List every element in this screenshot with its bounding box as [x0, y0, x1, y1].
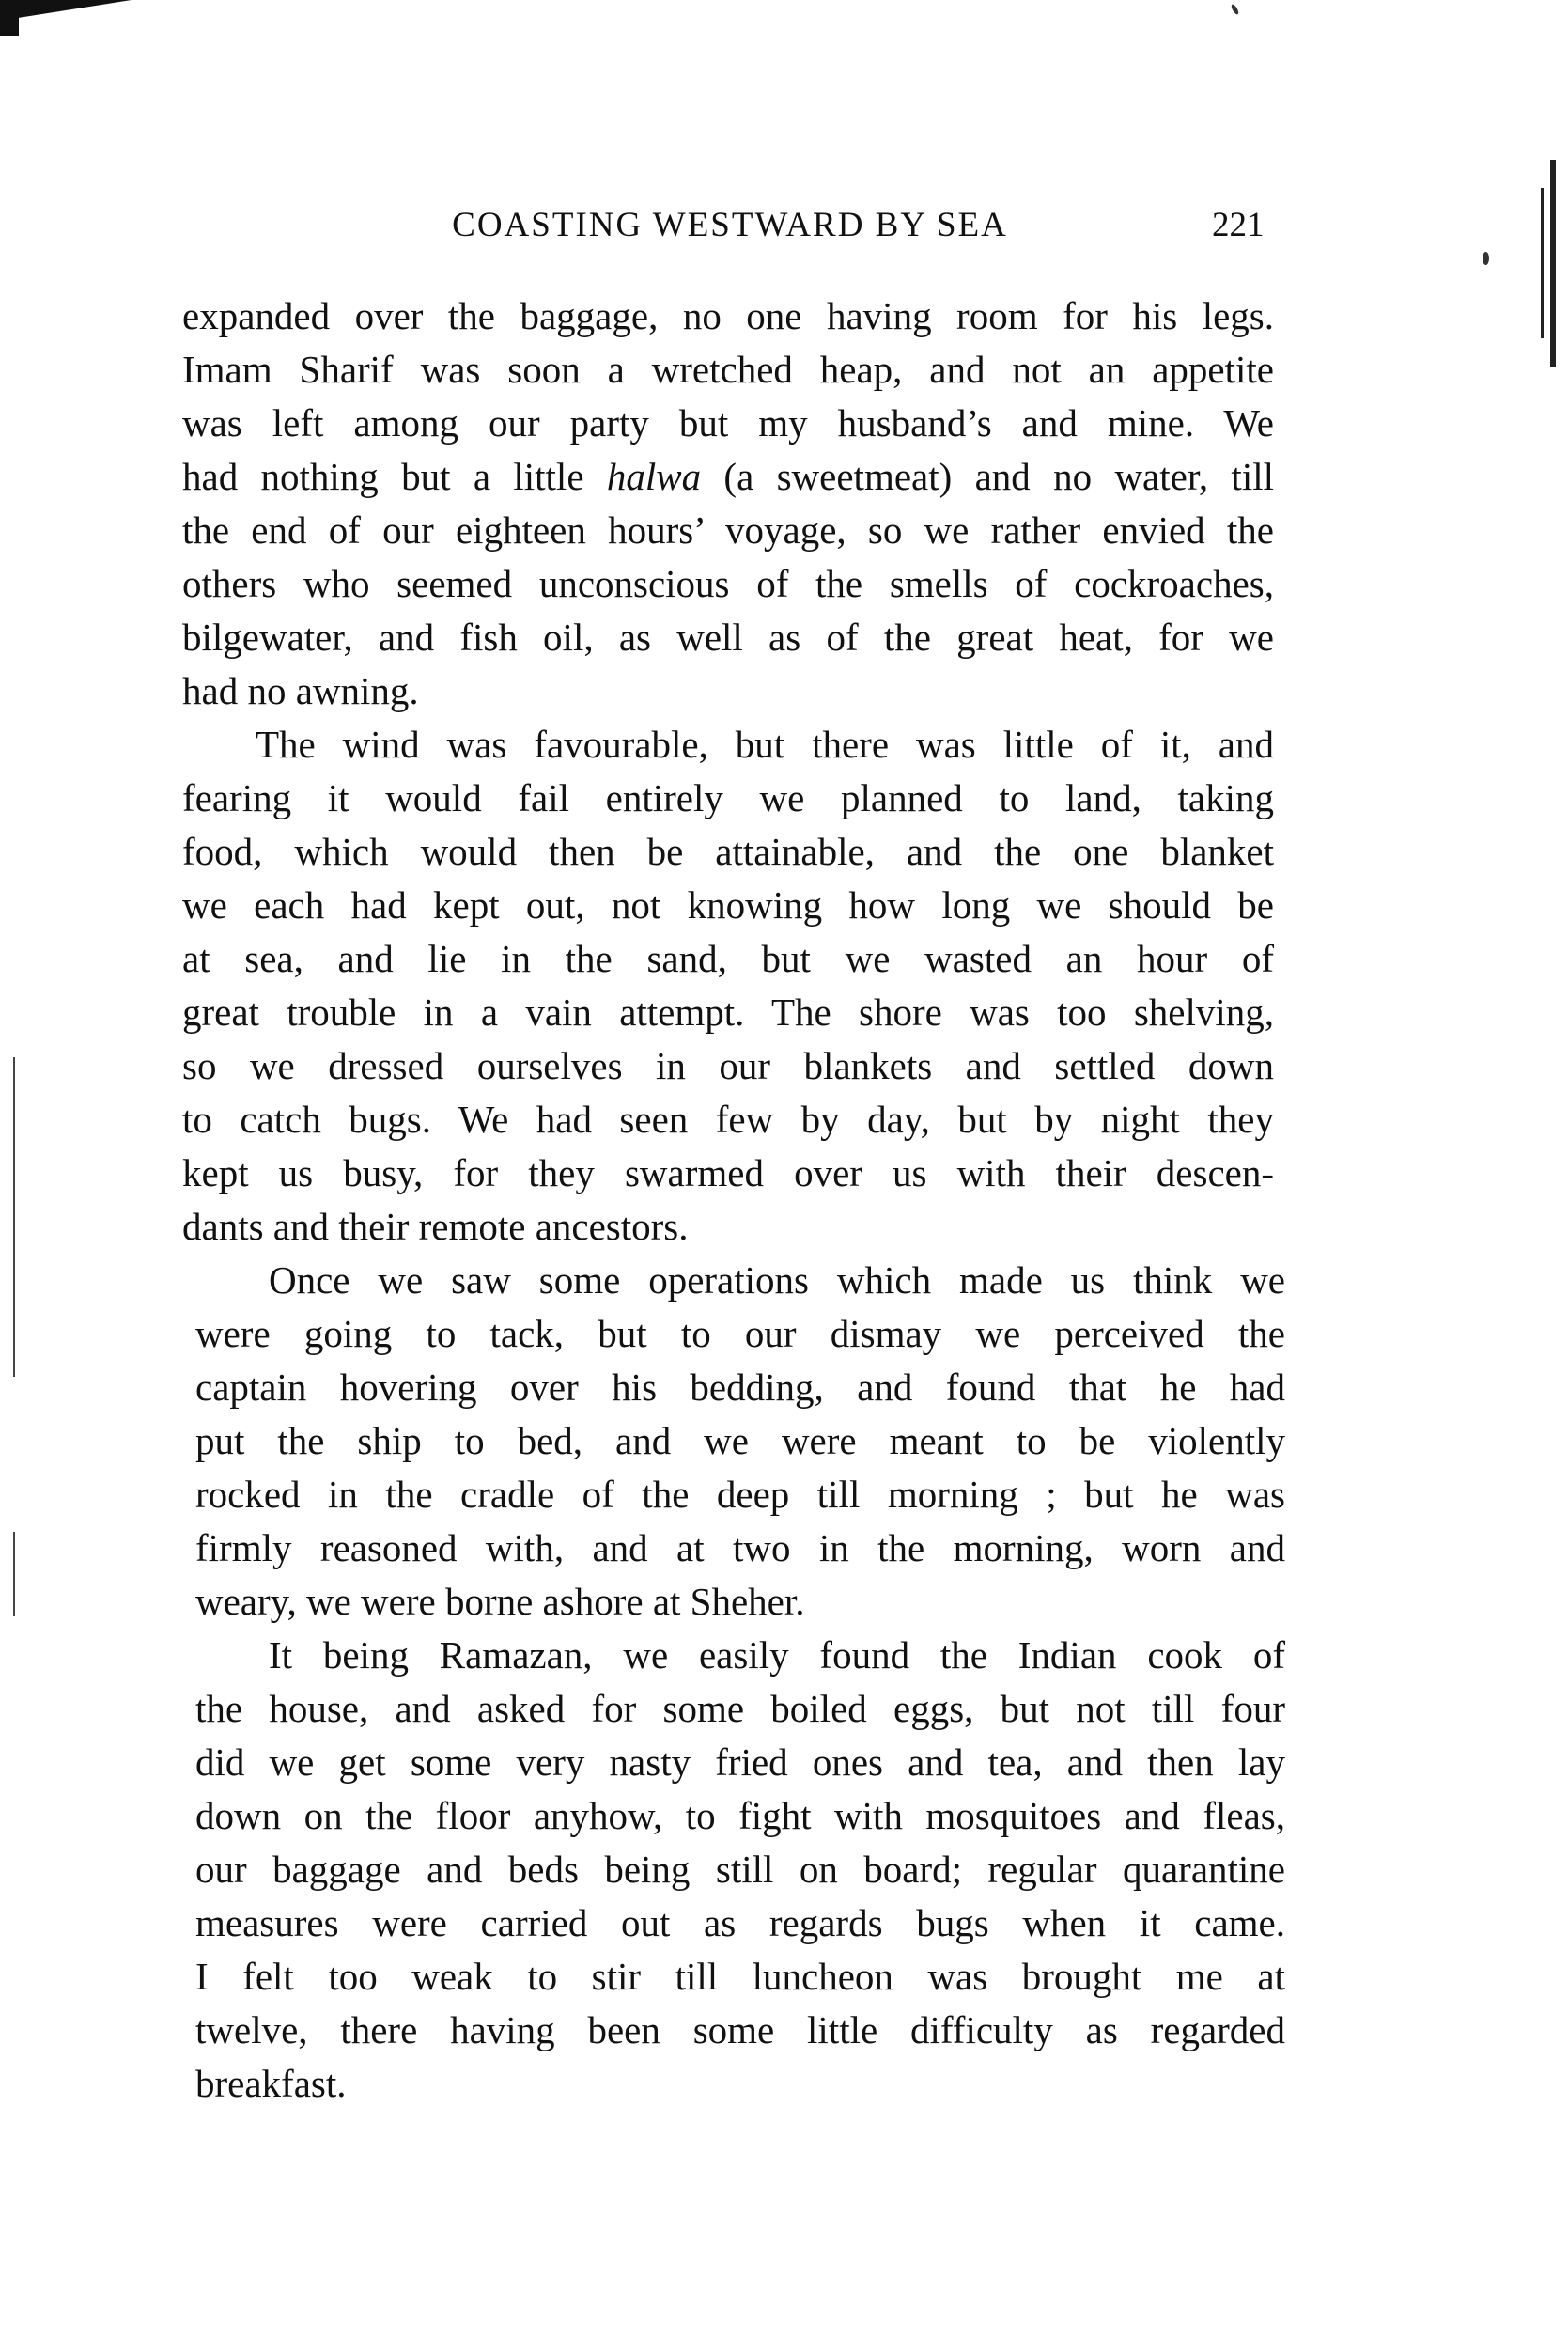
text-line: put the ship to bed, and we were meant to be violently: [195, 1419, 1285, 1462]
text-line: Once we saw some operations which made us think we: [269, 1258, 1285, 1302]
text-line: It being Ramazan, we easily found the Indian cook of: [269, 1633, 1285, 1677]
text-line: we each had kept out, not knowing how long we should be: [182, 883, 1274, 927]
scan-edge-artifact: [1550, 160, 1556, 367]
page-header: [0, 205, 1568, 252]
text-line: so we dressed ourselves in our blankets and settled down: [182, 1044, 1274, 1087]
text-line: dants and their remote ancestors.: [182, 1205, 689, 1248]
text-line: bilgewater, and fish oil, as well as of the great heat, for we: [182, 616, 1274, 659]
italic-word: halwa: [606, 455, 702, 498]
text-line: rocked in the cradle of the deep till morning ; but he was: [195, 1473, 1285, 1516]
text-line: Imam Sharif was soon a wretched heap, and not an appetite: [182, 348, 1274, 391]
text-line: I felt too weak to stir till luncheon was brought me at: [195, 1955, 1285, 1998]
text-line: [182, 450, 1274, 504]
margin-artifact: [13, 1057, 15, 1377]
text-line: captain hovering over his bedding, and found that he had: [195, 1365, 1285, 1409]
paragraph: [182, 718, 1274, 1254]
text-line: the end of our eighteen hours’ voyage, so we rather envied the: [182, 508, 1274, 552]
page-number: 221: [1212, 206, 1265, 244]
scan-speck: [1230, 4, 1239, 16]
scan-speck: [1483, 252, 1489, 265]
text-line: to catch bugs. We had seen few by day, but by night they: [182, 1098, 1274, 1141]
text-line: our baggage and beds being still on board; regular quarantine: [195, 1848, 1285, 1891]
text-line: did we get some very nasty fried ones and tea, and then lay: [195, 1740, 1285, 1784]
paragraph: [182, 289, 1274, 718]
paragraph: [195, 1254, 1285, 1629]
text-segment: had nothing but a little: [182, 455, 607, 498]
text-line: down on the floor anyhow, to fight with mosquitoes and fleas,: [195, 1794, 1285, 1837]
running-title: COASTING WESTWARD BY SEA: [452, 206, 1008, 244]
paragraph: [195, 1629, 1285, 2111]
text-line: twelve, there having been some little difficulty as regarded: [195, 2008, 1285, 2051]
text-line: food, which would then be attainable, and the one blanket: [182, 830, 1274, 873]
text-line: firmly reasoned with, and at two in the morning, worn and: [195, 1526, 1285, 1569]
text-line: weary, we were borne ashore at Sheher.: [195, 1580, 805, 1623]
text-line: was left among our party but my husband’s and mine. We: [182, 401, 1274, 445]
text-line: breakfast.: [195, 2062, 347, 2105]
text-line: expanded over the baggage, no one having room for his legs.: [182, 294, 1274, 337]
scan-artifact: [0, 0, 132, 21]
text-line: measures were carried out as regards bugs when it came.: [195, 1901, 1285, 1944]
text-segment: (a sweetmeat) and no water, till: [701, 455, 1274, 498]
text-line: others who seemed unconscious of the smells of cockroaches,: [182, 562, 1274, 605]
text-line: fearing it would fail entirely we planned to land, taking: [182, 776, 1274, 819]
text-line: at sea, and lie in the sand, but we wasted an hour of: [182, 937, 1274, 980]
text-line: were going to tack, but to our dismay we perceived the: [195, 1312, 1285, 1355]
scan-artifact: [0, 0, 19, 36]
text-line: The wind was favourable, but there was little of it, and: [256, 723, 1274, 766]
text-line: the house, and asked for some boiled eggs, but not till four: [195, 1687, 1285, 1730]
text-line: great trouble in a vain attempt. The shore was too shelving,: [182, 991, 1274, 1034]
text-line: had no awning.: [182, 669, 419, 712]
margin-artifact: [13, 1532, 15, 1616]
text-line: kept us busy, for they swarmed over us with their descen-: [182, 1151, 1274, 1194]
